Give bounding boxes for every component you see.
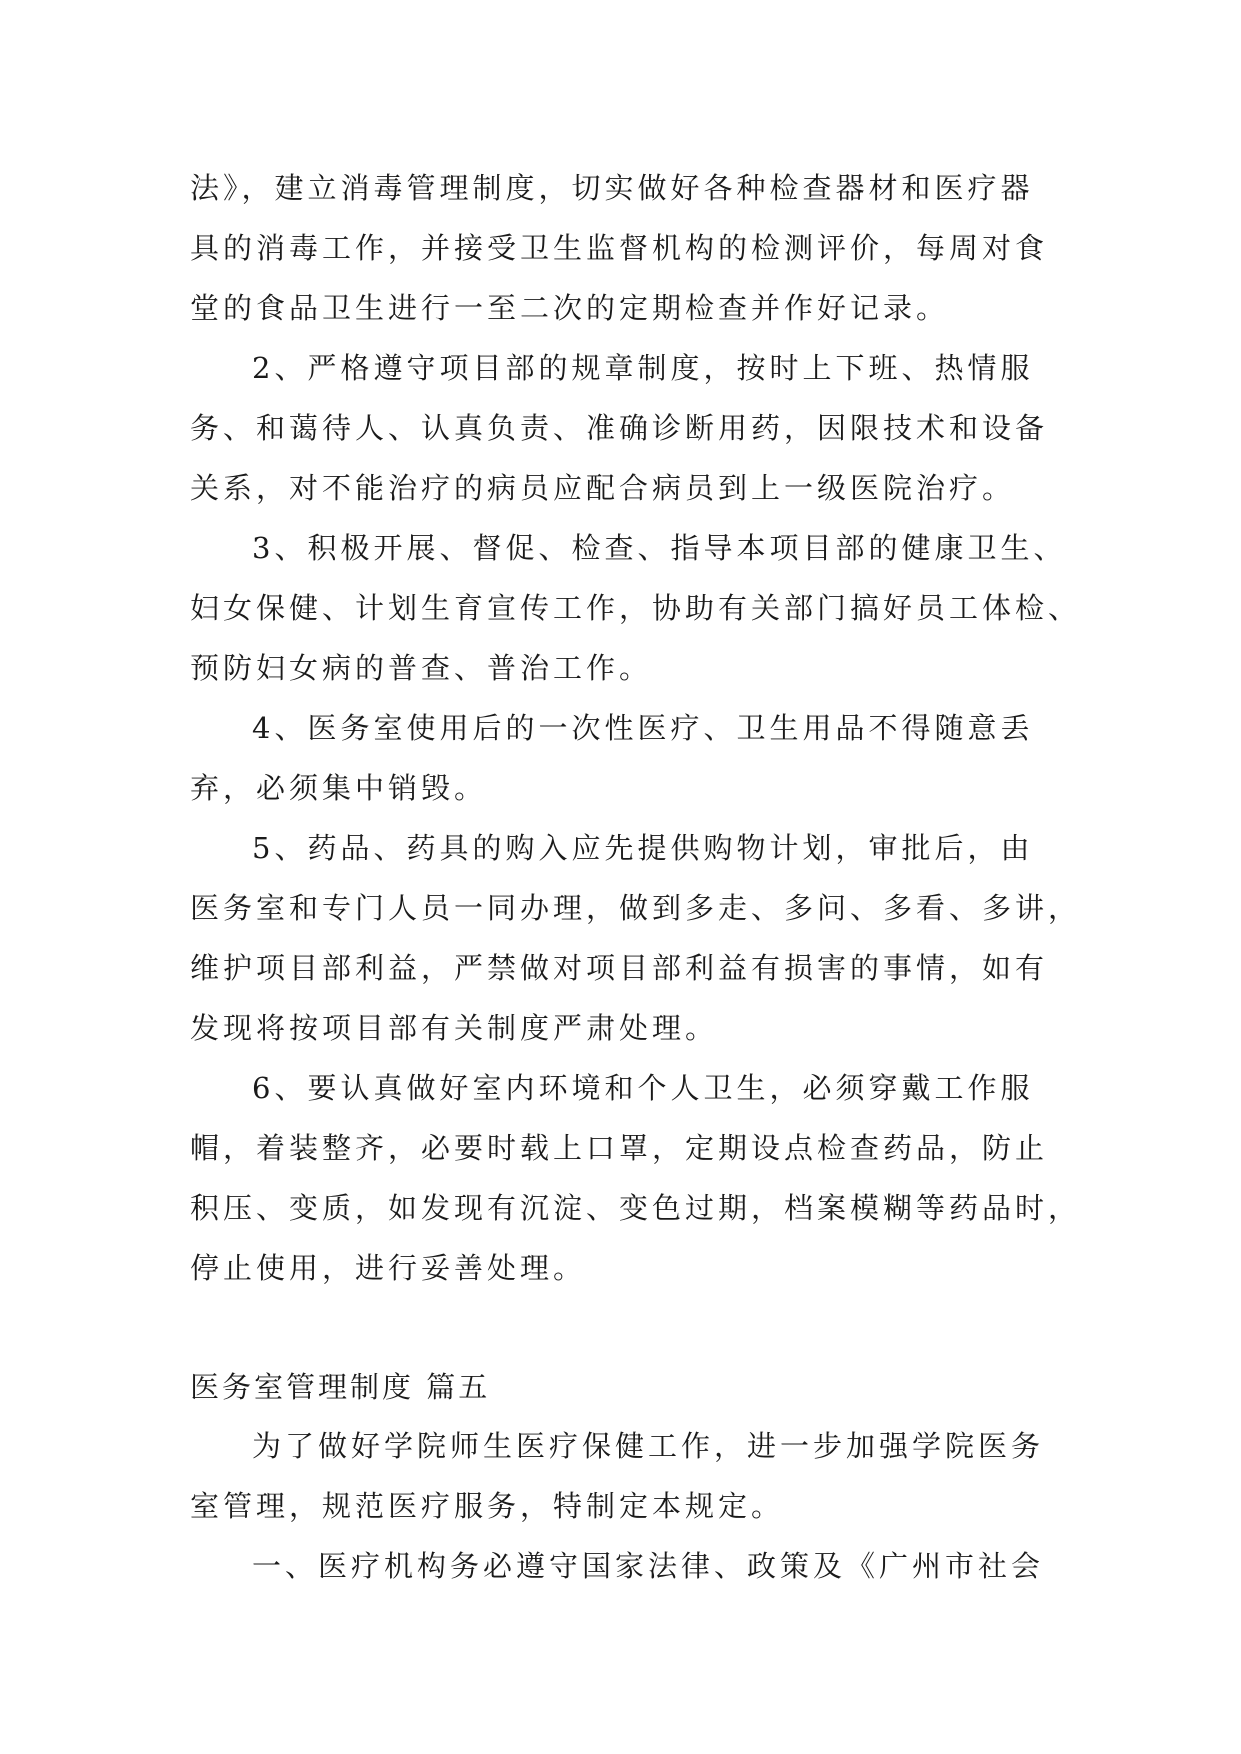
numbered-item-4: 4、医务室使用后的一次性医疗、卫生用品不得随意丢 [252,711,1034,745]
body-text-line: 务、和蔼待人、认真负责、准确诊断用药，因限技术和设备 [190,411,1049,445]
body-text-line: 妇女保健、计划生育宣传工作，协助有关部门搞好员工体检、 [190,591,1082,625]
body-text-line: 预防妇女病的普查、普治工作。 [190,651,653,685]
body-text-line: 室管理，规范医疗服务，特制定本规定。 [190,1489,785,1523]
body-text-line: 法》，建立消毒管理制度，切实做好各种检查器材和医疗器 [190,171,1034,205]
numbered-item-3: 3、积极开展、督促、检查、指导本项目部的健康卫生、 [252,531,1067,565]
body-text-line: 医务室和专门人员一同办理，做到多走、多问、多看、多讲， [190,891,1082,925]
body-text-line: 具的消毒工作，并接受卫生监督机构的检测评价，每周对食 [190,231,1049,265]
numbered-item-6: 6、要认真做好室内环境和个人卫生，必须穿戴工作服 [252,1071,1034,1105]
section-intro-line: 为了做好学院师生医疗保健工作，进一步加强学院医务 [252,1429,1045,1463]
body-text-line: 发现将按项目部有关制度严肃处理。 [190,1011,719,1045]
numbered-item-2: 2、严格遵守项目部的规章制度，按时上下班、热情服 [252,351,1034,385]
body-text-line: 堂的食品卫生进行一至二次的定期检查并作好记录。 [190,291,950,325]
body-text-line: 停止使用，进行妥善处理。 [190,1251,587,1285]
section-title: 医务室管理制度 篇五 [190,1370,491,1404]
body-text-line: 积压、变质，如发现有沉淀、变色过期，档案模糊等药品时， [190,1191,1082,1225]
numbered-item-5: 5、药品、药具的购入应先提供购物计划，审批后，由 [252,831,1034,865]
body-text-line: 维护项目部利益，严禁做对项目部利益有损害的事情，如有 [190,951,1049,985]
body-text-line: 弃，必须集中销毁。 [190,771,488,805]
body-text-line: 关系，对不能治疗的病员应配合病员到上一级医院治疗。 [190,471,1016,505]
document-page [190,158,1082,1596]
section-rule-1: 一、医疗机构务必遵守国家法律、政策及《广州市社会 [252,1549,1045,1583]
body-text-line: 帽，着装整齐，必要时载上口罩，定期设点检查药品，防止 [190,1131,1049,1165]
paragraph-spacer [190,1298,1060,1358]
